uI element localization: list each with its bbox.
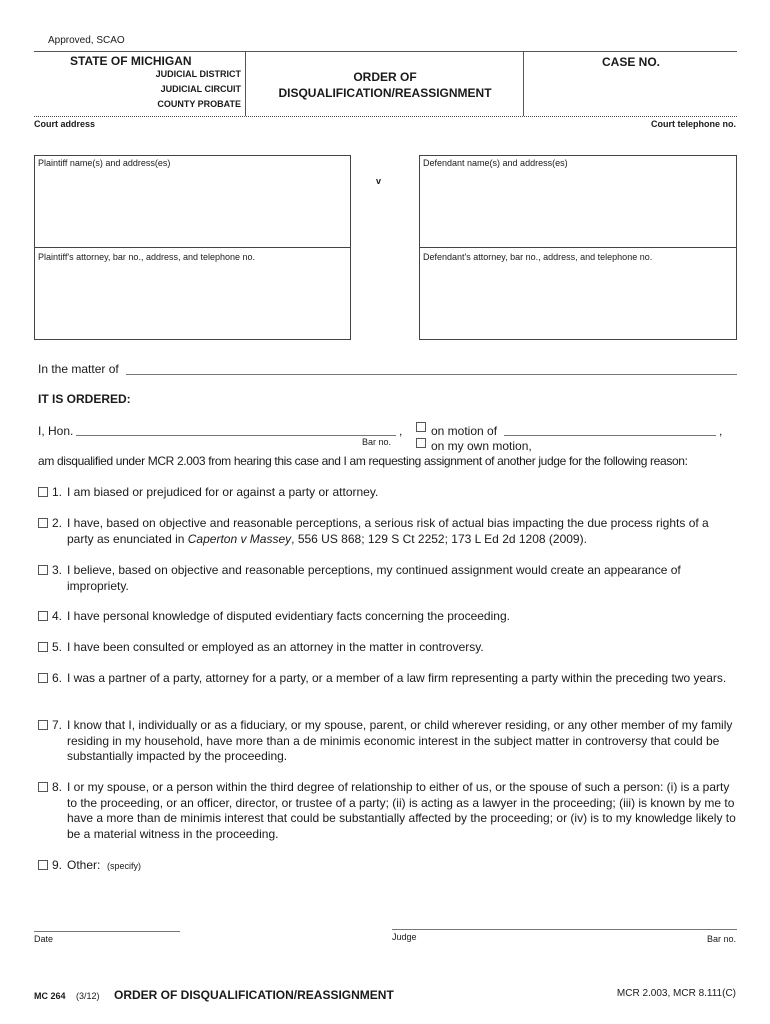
form-title-line2: DISQUALIFICATION/REASSIGNMENT <box>278 86 492 100</box>
hon-label: I, Hon. <box>38 424 74 438</box>
reason-text: I or my spouse, or a person within the third degree of relationship to either of us, or the spouse of such a person: (i) is a party to the proceeding, or an officer, director, or trustee of a party; (ii) is acting as a lawyer in the proceeding; (iii) is known by me to have a more than de minimis interest that could be substantially affected by the proceeding; or (iv) is to my knowledge likely to be a material witness in the proceeding. <box>67 780 736 841</box>
reason-2 <box>38 516 738 547</box>
court-probate: COUNTY PROBATE <box>157 99 241 109</box>
case-no-label: CASE NO. <box>601 55 660 69</box>
defendant-box-divider <box>419 247 737 248</box>
date-line[interactable] <box>34 931 180 932</box>
reason-number: 8. <box>52 780 63 794</box>
reason-number: 3. <box>52 563 63 577</box>
motion-party-line[interactable] <box>504 435 716 436</box>
reason-6 <box>38 671 738 687</box>
reason-4 <box>38 609 738 625</box>
reason-number: 6. <box>52 671 63 685</box>
reason-number: 5. <box>52 640 63 654</box>
plaintiff-box-divider <box>34 247 351 248</box>
court-circuit: JUDICIAL CIRCUIT <box>160 84 241 94</box>
court-rules: MCR 2.003, MCR 8.111(C) <box>616 988 736 999</box>
on-motion-label: on motion of <box>431 424 498 438</box>
motion-comma: , <box>719 424 723 438</box>
reason-text: I have, based on objective and reasonable perceptions, a serious risk of actual bias impacting the due process rights of a party as enunciated in <box>67 516 709 546</box>
reason-number: 9. <box>52 858 63 872</box>
header-bottom-rule <box>34 116 737 117</box>
own-motion-label: on my own motion, <box>431 439 532 453</box>
hon-bar-no-label: Bar no. <box>362 437 392 447</box>
state-label: STATE OF MICHIGAN <box>70 54 192 68</box>
reason-9 <box>38 858 738 875</box>
reason-5 <box>38 640 738 656</box>
header-top-rule <box>34 51 737 52</box>
signature-bar-no-label: Bar no. <box>706 934 736 944</box>
form-date: (3/12) <box>76 991 100 1001</box>
reason-8 <box>38 780 738 842</box>
header-divider-right <box>523 51 524 116</box>
judge-label: Judge <box>392 932 417 942</box>
court-district: JUDICIAL DISTRICT <box>155 69 241 79</box>
reason-7-checkbox[interactable] <box>38 720 48 730</box>
case-citation: , 556 US 868; 129 S Ct 2252; 173 L Ed 2d 1208 (2009). <box>291 531 587 546</box>
judge-name-line[interactable] <box>76 435 396 436</box>
reason-text: I was a partner of a party, attorney for a party, or a member of a law firm representing a party within the preceding two years. <box>67 671 727 685</box>
reason-text: Other: <box>67 858 101 872</box>
reason-text: I am biased or prejudiced for or against a party or attorney. <box>67 485 379 499</box>
reason-text: I know that I, individually or as a fiduciary, or my spouse, parent, or child wherever residing, or any other member of my family residing in my household, have more than a de minimis economic interest in the subject matter in controversy that could be substantially impacted by the proceeding. <box>67 718 733 763</box>
reason-6-checkbox[interactable] <box>38 673 48 683</box>
court-phone-label: Court telephone no. <box>651 119 736 129</box>
reason-text-block <box>38 516 738 547</box>
reason-number: 2. <box>52 516 63 530</box>
plaintiff-label: Plaintiff name(s) and address(es) <box>38 158 171 168</box>
reason-text: I have been consulted or employed as an attorney in the matter in controversy. <box>67 640 484 654</box>
reason-number: 7. <box>52 718 63 732</box>
judge-signature-line[interactable] <box>392 929 737 930</box>
it-is-ordered: IT IS ORDERED: <box>38 392 131 406</box>
plaintiff-attorney-label: Plaintiff's attorney, bar no., address, and telephone no. <box>38 252 256 262</box>
reason-text: I have personal knowledge of disputed evidentiary facts concerning the proceeding. <box>67 609 510 623</box>
own-motion-checkbox[interactable] <box>416 438 426 448</box>
reason-text: I believe, based on objective and reasonable perceptions, my continued assignment would create an appearance of impropriety. <box>67 563 681 593</box>
reason-9-checkbox[interactable] <box>38 860 48 870</box>
date-label: Date <box>34 934 54 944</box>
reason-1 <box>38 485 738 501</box>
case-citation-name: Caperton v Massey <box>187 531 292 546</box>
reason-4-checkbox[interactable] <box>38 611 48 621</box>
form-number: MC 264 <box>34 991 66 1001</box>
reason-2-checkbox[interactable] <box>38 518 48 528</box>
matter-label: In the matter of <box>38 362 119 376</box>
defendant-attorney-label: Defendant's attorney, bar no., address, and telephone no. <box>423 252 653 262</box>
footer-title: ORDER OF DISQUALIFICATION/REASSIGNMENT <box>114 988 394 1002</box>
on-motion-checkbox[interactable] <box>416 422 426 432</box>
defendant-label: Defendant name(s) and address(es) <box>423 158 568 168</box>
reason-text-block <box>38 858 738 875</box>
reason-8-checkbox[interactable] <box>38 782 48 792</box>
reason-number: 1. <box>52 485 63 499</box>
court-address-label: Court address <box>34 119 96 129</box>
reason-5-checkbox[interactable] <box>38 642 48 652</box>
approval-note: Approved, SCAO <box>48 35 125 46</box>
reason-3 <box>38 563 738 594</box>
specify-hint: (specify) <box>107 861 142 871</box>
hon-comma: , <box>399 424 403 438</box>
versus-label: v <box>376 176 382 186</box>
reason-3-checkbox[interactable] <box>38 565 48 575</box>
disqualification-statement: am disqualified under MCR 2.003 from hearing this case and I am requesting assignment of another judge for the following reason: <box>38 454 688 468</box>
form-title-line1: ORDER OF <box>353 70 417 84</box>
reason-1-checkbox[interactable] <box>38 487 48 497</box>
header-divider-left <box>245 51 246 116</box>
reason-7 <box>38 718 738 765</box>
matter-input-line[interactable] <box>126 374 737 375</box>
reason-number: 4. <box>52 609 63 623</box>
